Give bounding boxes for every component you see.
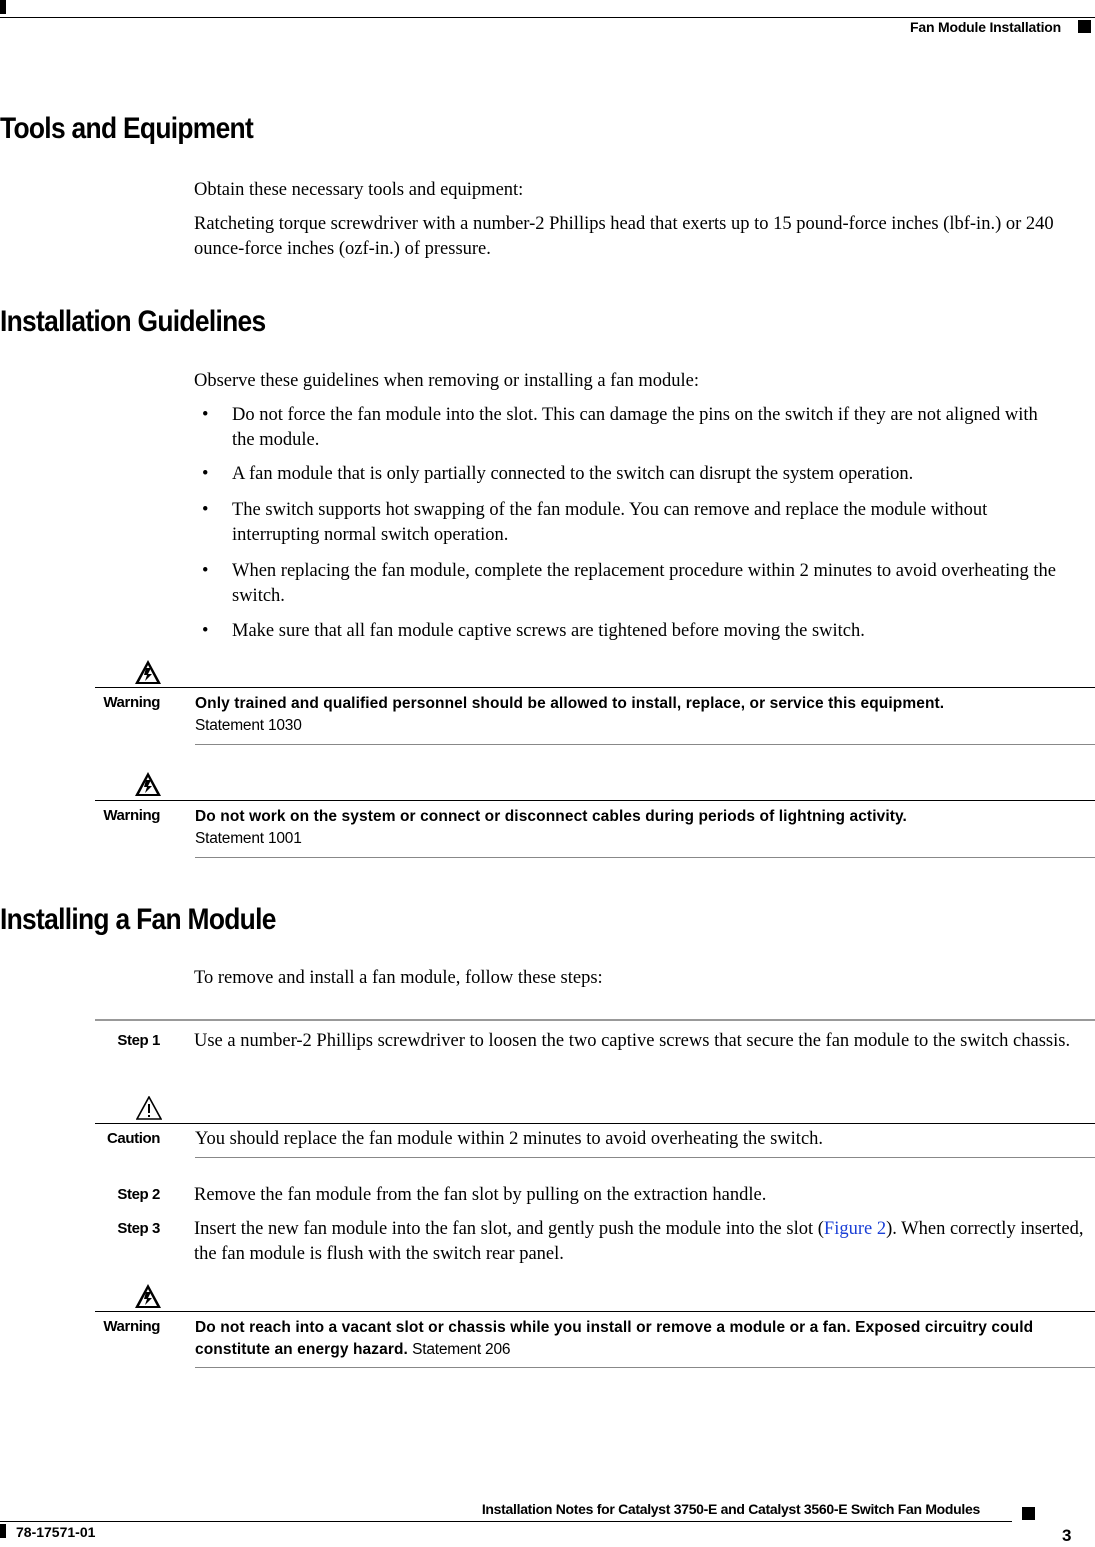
caution-text: You should replace the fan module within 2 minutes to avoid overheating the switch.	[195, 1129, 824, 1149]
tools-body: Ratcheting torque screwdriver with a number-2 Phillips head that exerts up to 15 pound-force inches (lbf-in.) or 240 ounce-force inches (ozf-in.) of pressure.	[194, 214, 1054, 259]
notice-rule	[95, 1123, 1095, 1124]
warning-label: Warning	[103, 1318, 160, 1335]
steps-rule	[95, 1019, 1095, 1021]
page-number: 3	[1062, 1526, 1072, 1545]
footer-bar	[0, 1524, 6, 1538]
notice-rule	[95, 800, 1095, 801]
caution-label: Caution	[106, 1130, 160, 1147]
step-text: Remove the fan module from the fan slot by pulling on the extraction handle.	[194, 1185, 767, 1205]
section-heading-guidelines: Installation Guidelines	[0, 305, 266, 338]
section-heading-installing: Installing a Fan Module	[0, 903, 276, 936]
notice-rule-end	[195, 744, 1095, 745]
notice-rule-end	[195, 1157, 1095, 1158]
notice-rule	[95, 1311, 1095, 1312]
warning-label: Warning	[103, 694, 160, 711]
warning-icon	[134, 771, 162, 797]
step-label: Step 3	[117, 1220, 160, 1237]
step-text: Use a number-2 Phillips screwdriver to loosen the two captive screws that secure the fan module to the switch chassis.	[194, 1031, 1071, 1051]
header-square-marker	[1078, 20, 1091, 33]
warning-text: Only trained and qualified personnel should be allowed to install, replace, or service this equipment. Statement 1030	[195, 695, 945, 734]
caution-icon	[136, 1096, 162, 1120]
running-header-title: Fan Module Installation	[910, 19, 1061, 35]
footer-rule	[0, 1521, 1012, 1522]
warning-icon	[134, 659, 162, 685]
notice-rule	[95, 687, 1095, 688]
section-heading-tools: Tools and Equipment	[0, 112, 254, 145]
warning-text: Do not reach into a vacant slot or chassis while you install or remove a module or a fan. Exposed circuitry could constitute an energy hazard. Statement 206	[195, 1319, 1034, 1358]
step-label: Step 2	[117, 1186, 160, 1203]
notice-rule-end	[195, 857, 1095, 858]
footer-square-marker	[1022, 1507, 1035, 1520]
figure-2-link[interactable]: Figure 2	[823, 1219, 887, 1239]
list-item: • When replacing the fan module, complete the replacement procedure within 2 minutes to avoid overheating the switch.	[202, 561, 1056, 606]
step-label: Step 1	[117, 1032, 160, 1049]
notice-rule-end	[195, 1367, 1095, 1368]
list-item: • A fan module that is only partially connected to the switch can disrupt the system operation.	[202, 464, 914, 484]
warning-label: Warning	[103, 807, 160, 824]
header-rule	[0, 17, 1095, 18]
list-item: • The switch supports hot swapping of the fan module. You can remove and replace the module without interrupting normal switch operation.	[202, 500, 988, 545]
document-number: 78-17571-01	[16, 1524, 96, 1540]
list-item: • Do not force the fan module into the slot. This can damage the pins on the switch if they are not aligned with the module.	[202, 405, 1038, 450]
header-bar	[0, 0, 6, 14]
warning-icon	[134, 1283, 162, 1309]
step-text: Insert the new fan module into the fan slot, and gently push the module into the slot (Figure 2). When correctly inserted, the fan module is flush with the switch rear panel.	[194, 1219, 1084, 1264]
installing-intro: To remove and install a fan module, follow these steps:	[194, 968, 603, 988]
list-item: • Make sure that all fan module captive screws are tightened before moving the switch.	[202, 621, 865, 641]
warning-text: Do not work on the system or connect or disconnect cables during periods of lightning activity. Statement 1001	[195, 808, 907, 847]
tools-intro: Obtain these necessary tools and equipment:	[194, 180, 524, 200]
footer-title: Installation Notes for Catalyst 3750-E and Catalyst 3560-E Switch Fan Modules	[481, 1501, 980, 1517]
guidelines-intro: Observe these guidelines when removing or installing a fan module:	[194, 371, 700, 391]
